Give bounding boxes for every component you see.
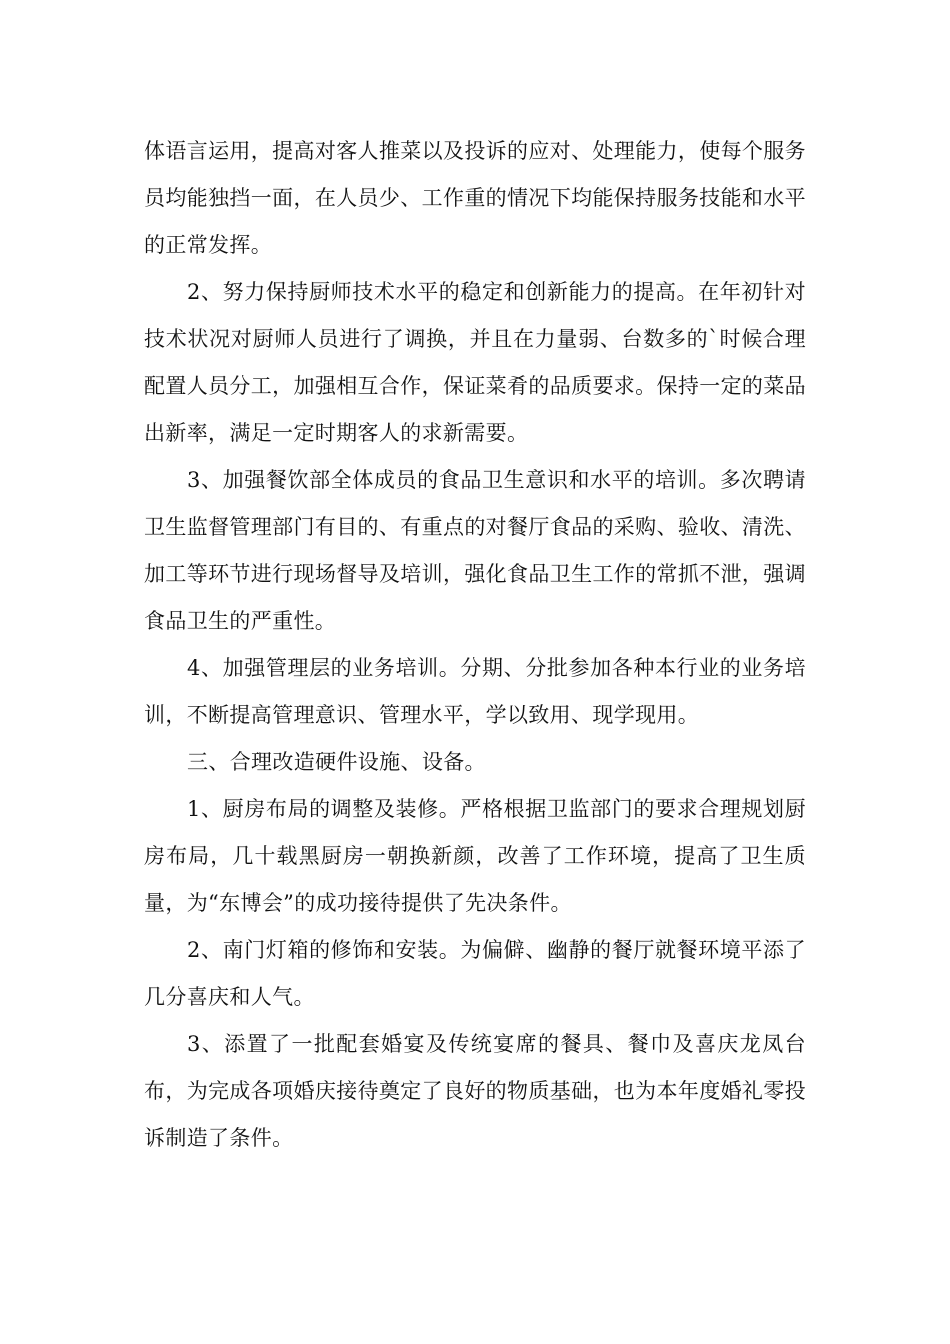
paragraph-chef-skills: 2、努力保持厨师技术水平的稳定和创新能力的提高。在年初针对技术状况对厨师人员进行了调换，并且在力量弱、台数多的`时候合理配置人员分工，加强相互合作，保证菜肴的品质要求。保持一定的菜品出新率，满足一定时期客人的求新需要。 xyxy=(144,280,806,445)
paragraph-tableware: 3、添置了一批配套婚宴及传统宴席的餐具、餐巾及喜庆龙凤台布，为完成各项婚庆接待奠定了良好的物质基础，也为本年度婚礼零投诉制造了条件。 xyxy=(144,1032,806,1150)
paragraph-continuation: 体语言运用，提高对客人推菜以及投诉的应对、处理能力，使每个服务员均能独挡一面，在人员少、工作重的情况下均能保持服务技能和水平的正常发挥。 xyxy=(144,139,806,257)
section-heading-facilities: 三、合理改造硬件设施、设备。 xyxy=(187,750,486,774)
document-body xyxy=(144,128,806,1162)
paragraph-food-hygiene: 3、加强餐饮部全体成员的食品卫生意识和水平的培训。多次聘请卫生监督管理部门有目的、有重点的对餐厅食品的采购、验收、清洗、加工等环节进行现场督导及培训，强化食品卫生工作的常抓不泄，强调食品卫生的严重性。 xyxy=(144,468,806,633)
paragraph-light-box: 2、南门灯箱的修饰和安装。为偏僻、幽静的餐厅就餐环境平添了几分喜庆和人气。 xyxy=(144,938,806,1009)
paragraph-management-training: 4、加强管理层的业务培训。分期、分批参加各种本行业的业务培训，不断提高管理意识、管理水平，学以致用、现学现用。 xyxy=(144,656,806,727)
paragraph-kitchen-renovation: 1、厨房布局的调整及装修。严格根据卫监部门的要求合理规划厨房布局，几十载黑厨房一朝换新颜，改善了工作环境，提高了卫生质量，为“东博会”的成功接待提供了先决条件。 xyxy=(144,797,806,915)
